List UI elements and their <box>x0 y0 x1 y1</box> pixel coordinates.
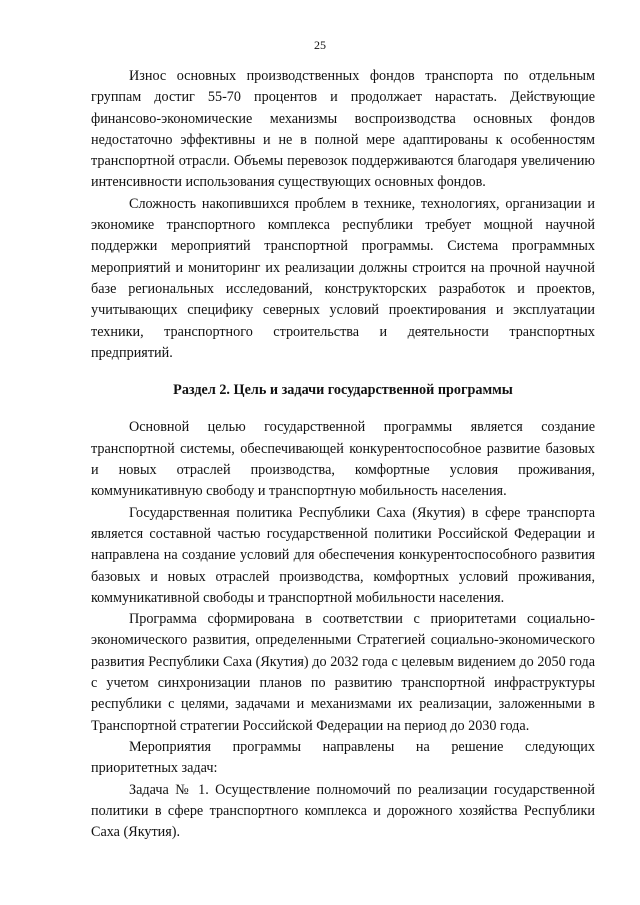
paragraph-program-formation: Программа сформирована в соответствии с приоритетами социально-экономического развития, определенными Стратегией социально-экономического развития Республики Саха (Якутия) до 2032 года с целевым видением до 2050 года с учетом синхронизации планов по развитию транспортной инфраструктуры республики с целями, задачами и механизмами их реализации, заложенными в Транспортной стратегии Российской Федерации на период до 2030 года. <box>91 611 595 734</box>
paragraph-state-policy: Государственная политика Республики Саха (Якутия) в сфере транспорта является составной частью государственной политики Российской Федерации и направлена на создание условий для обеспечения конкурентоспособного развития базовых и новых отраслей производства, комфортных условий проживания, коммуникативной свободы и транспортной мобильности населения. <box>91 504 595 606</box>
paragraph-task-1: Задача № 1. Осуществление полномочий по реализации государственной политики в сфере транспортного комплекса и дорожного хозяйства Республики Саха (Якутия). <box>91 781 595 841</box>
paragraph-fixed-assets-wear: Износ основных производственных фондов транспорта по отдельным группам достиг 55-70 процентов и продолжает нарастать. Действующие финансово-экономические механизмы воспроизводства основных фондов недостаточно эффективны и не в полной мере адаптированы к особенностям транспортной отрасли. Объемы перевозок поддерживаются благодаря увеличению интенсивности использования существующих основных фондов. <box>91 68 595 191</box>
page-number: 25 <box>314 38 326 52</box>
paragraph-program-measures: Мероприятия программы направлены на решение следующих приоритетных задач: <box>91 738 595 777</box>
paragraph-main-goal: Основной целью государственной программы является создание транспортной системы, обеспечивающей конкурентоспособное развитие базовых и новых отраслей производства, комфортные условия проживания, коммуникативную свободу и транспортную мобильность населения. <box>91 419 595 500</box>
document-body <box>91 66 595 843</box>
section-title: Раздел 2. Цель и задачи государственной программы <box>173 382 513 399</box>
paragraph-problem-complexity: Сложность накопившихся проблем в технике, технологиях, организации и экономике транспортного комплекса республики требует мощной научной поддержки мероприятий транспортной программы. Система программных мероприятий и мониторинг их реализации должны строится на прочной научной базе региональных исследований, конструкторских разработок и проектов, учитывающих специфику северных условий проектирования и эксплуатации техники, транспортного строительства и деятельности транспортных предприятий. <box>91 195 595 361</box>
